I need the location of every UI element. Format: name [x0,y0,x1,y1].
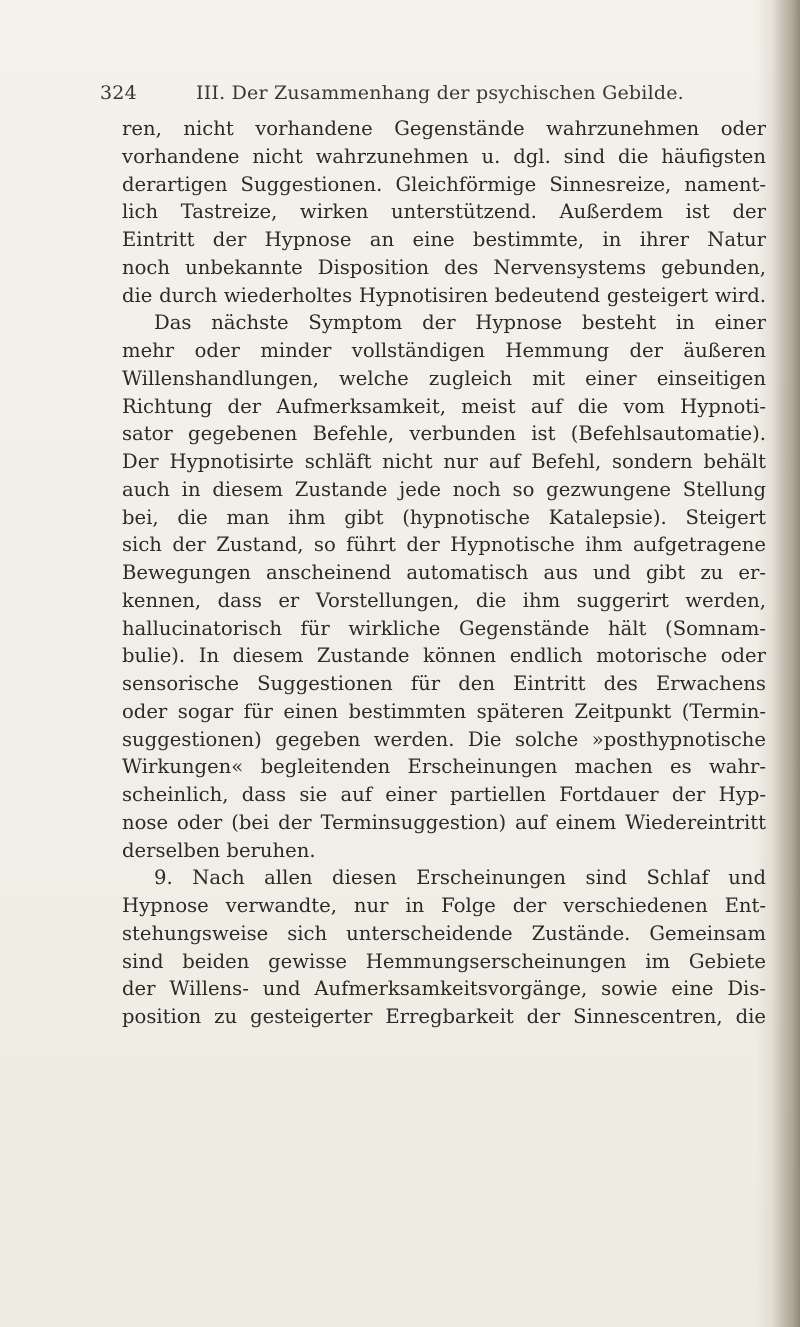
text-line: oder sogar für einen bestimmten späteren Zeitpunkt (Termin- [122,699,766,723]
text-line: derselben beruhen. [122,838,316,862]
text-line: sich der Zustand, so führt der Hypnotische ihm aufgetragene [122,533,766,557]
running-header [100,82,740,104]
text-line: 9. Nach allen diesen Erscheinungen sind Schlaf und [154,866,766,890]
text-line: Eintritt der Hypnose an eine bestimmte, in ihrer Natur [122,228,766,251]
text-line: sensorische Suggestionen für den Eintritt des Erwachens [122,672,766,695]
text-line: Bewegungen anscheinend automatisch aus und gibt zu er- [122,561,766,584]
text-line: sator gegebenen Befehle, verbunden ist (Befehlsautomatie). [122,422,766,446]
body-text [122,115,766,1031]
running-title: III. Der Zusammenhang der psychischen Gebilde. [196,82,684,104]
text-line: position zu gesteigerter Erregbarkeit der Sinnescentren, die [122,1005,766,1028]
text-line: Hypnose verwandte, nur in Folge der verschiedenen Ent- [122,894,766,917]
text-line: mehr oder minder vollständigen Hemmung der äußeren [122,339,766,362]
text-line: suggestionen) gegeben werden. Die solche »posthypnotische [122,727,766,751]
text-line: vorhandene nicht wahrzunehmen u. dgl. sind die häufigsten [122,144,766,168]
text-line: kennen, dass er Vorstellungen, die ihm suggerirt werden, [122,588,766,612]
text-line: Wirkungen« begleitenden Erscheinungen machen es wahr- [122,755,766,779]
text-line: scheinlich, dass sie auf einer partiellen Fortdauer der Hyp- [122,783,766,806]
text-line: noch unbekannte Disposition des Nervensystems gebunden, [122,255,766,279]
text-line: sind beiden gewisse Hemmungserscheinungen im Gebiete [122,949,766,973]
text-line: der Willens- und Aufmerksamkeitsvorgänge, sowie eine Dis- [122,977,766,1001]
text-line: auch in diesem Zustande jede noch so gezwungene Stellung [122,477,766,501]
text-line: Richtung der Aufmerksamkeit, meist auf die vom Hypnoti- [122,394,766,418]
text-line: lich Tastreize, wirken unterstützend. Außerdem ist der [122,200,766,224]
text-line: Der Hypnotisirte schläft nicht nur auf Befehl, sondern behält [122,450,766,473]
text-line: ren, nicht vorhandene Gegenstände wahrzunehmen oder [122,117,766,140]
text-line: Das nächste Symptom der Hypnose besteht in einer [154,311,766,335]
page-edge-shadow [772,0,800,1327]
text-line: hallucinatorisch für wirkliche Gegenstände hält (Somnam- [122,616,766,640]
text-line: nose oder (bei der Terminsuggestion) auf einem Wiedereintritt [122,810,766,834]
text-line: bulie). In diesem Zustande können endlich motorische oder [122,644,766,668]
text-line: Willenshandlungen, welche zugleich mit einer einseitigen [122,366,766,390]
text-line: derartigen Suggestionen. Gleichförmige Sinnesreize, nament- [122,172,766,196]
page-number: 324 [100,82,137,104]
text-line: die durch wiederholtes Hypnotisiren bedeutend gesteigert wird. [122,283,766,307]
text-line: stehungsweise sich unterscheidende Zustände. Gemeinsam [122,921,766,945]
text-line: bei, die man ihm gibt (hypnotische Katalepsie). Steigert [122,505,766,529]
